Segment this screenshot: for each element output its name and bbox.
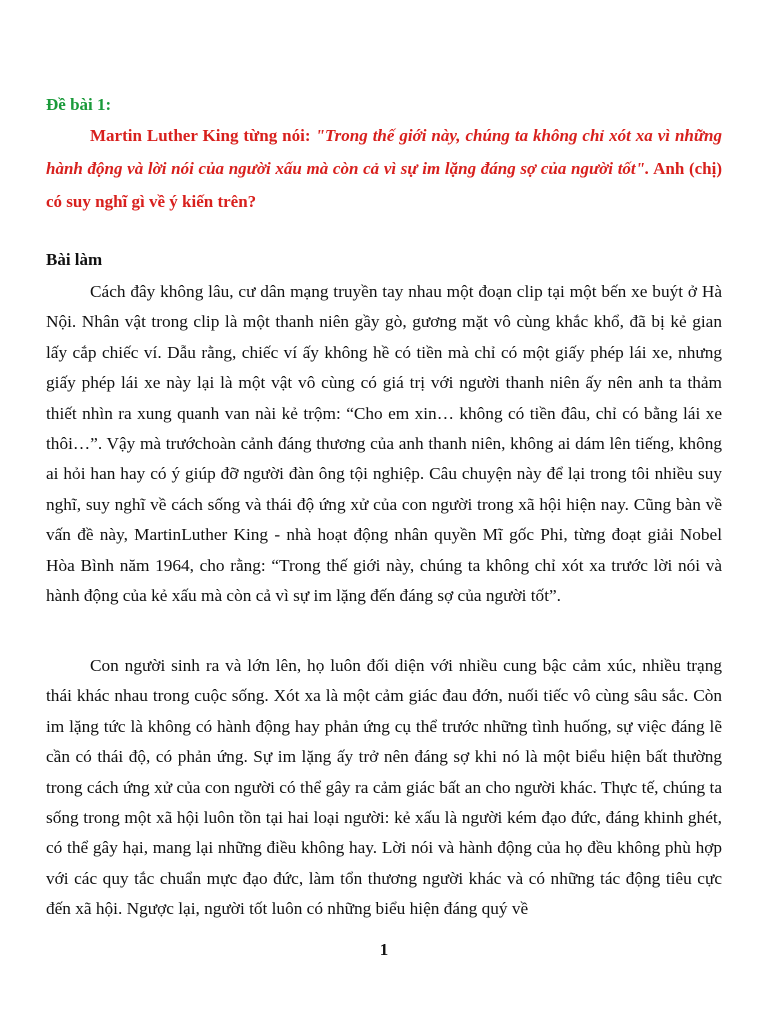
prompt-quote: "Trong thế giới này, chúng ta không chỉ xót xa vì những hành động và lời nói của người xấu mà còn cả vì sự im lặng đáng sợ của người tốt". xyxy=(46,126,723,178)
document-page xyxy=(46,0,722,1024)
page-number: 1 xyxy=(379,940,389,959)
prompt-question: Anh (chị) có suy nghĩ gì về ý kiến trên? xyxy=(46,159,723,211)
prompt-intro: Martin Luther King từng nói: xyxy=(90,126,316,145)
essay-paragraph-2: Con người sinh ra và lớn lên, họ luôn đối diện với nhiều cung bậc cảm xúc, nhiều trạng thái khác nhau trong cuộc sống. Xót xa là một cảm giác đau đớn, nuối tiếc vô cùng sâu sắc. Còn im lặng tức là không có hành động hay phản ứng cụ thể trước những tình huống, sự việc đáng lẽ cần có thái độ, có phản ứng. Sự im lặng ấy trở nên đáng sợ khi nó là một biểu hiện bất thường trong cách ứng xử của con người có thể gây ra cảm giác bất an cho người khác. Thực tế, chúng ta sống trong một xã hội luôn tồn tại hai loại người: kẻ xấu là người kém đạo đức, đáng khinh ghét, có thể gây hại, mang lại những điều không hay. Lời nói và hành động của họ đều không phù hợp với các quy tắc chuẩn mực đạo đức, làm tổn thương người khác và có những tác động tiêu cực đến xã hội. Ngược lại, người tốt luôn có những biểu hiện đáng quý về xyxy=(46,656,722,919)
exercise-heading: Đề bài 1: xyxy=(46,95,112,114)
section-title: Bài làm xyxy=(46,250,103,269)
exercise-prompt xyxy=(46,119,722,218)
essay-paragraph-1: Cách đây không lâu, cư dân mạng truyền tay nhau một đoạn clip tại một bến xe buýt ở Hà Nội. Nhân vật trong clip là một thanh niên gầy gò, gương mặt vô cùng khắc khổ, đã bị kẻ gian lấy cắp chiếc ví. Dẫu rằng, chiếc ví ấy không hề có tiền mà chỉ có một giấy phép lái xe, nhưng giấy phép lái xe này lại là một vật vô cùng có giá trị với người thanh niên ấy nên anh ta thảm thiết nhìn ra xung quanh van nài kẻ trộm: “Cho em xin… không có tiền đâu, chỉ có bằng lái xe thôi…”. Vậy mà trướchoàn cảnh đáng thương của anh thanh niên, không ai dám lên tiếng, không ai hỏi han hay có ý giúp đỡ người đàn ông tội nghiệp. Câu chuyện này để lại trong tôi nhiều suy nghĩ, suy nghĩ về cách sống và thái độ ứng xử của con người trong xã hội hiện nay. Cũng bàn về vấn đề này, MartinLuther King - nhà hoạt động nhân quyền Mĩ gốc Phi, từng đoạt giải Nobel Hòa Bình năm 1964, cho rằng: “Trong thế giới này, chúng ta không chỉ xót xa trước lời nói và hành động của kẻ xấu mà còn cả vì sự im lặng đến đáng sợ của người tốt”. xyxy=(46,282,722,606)
